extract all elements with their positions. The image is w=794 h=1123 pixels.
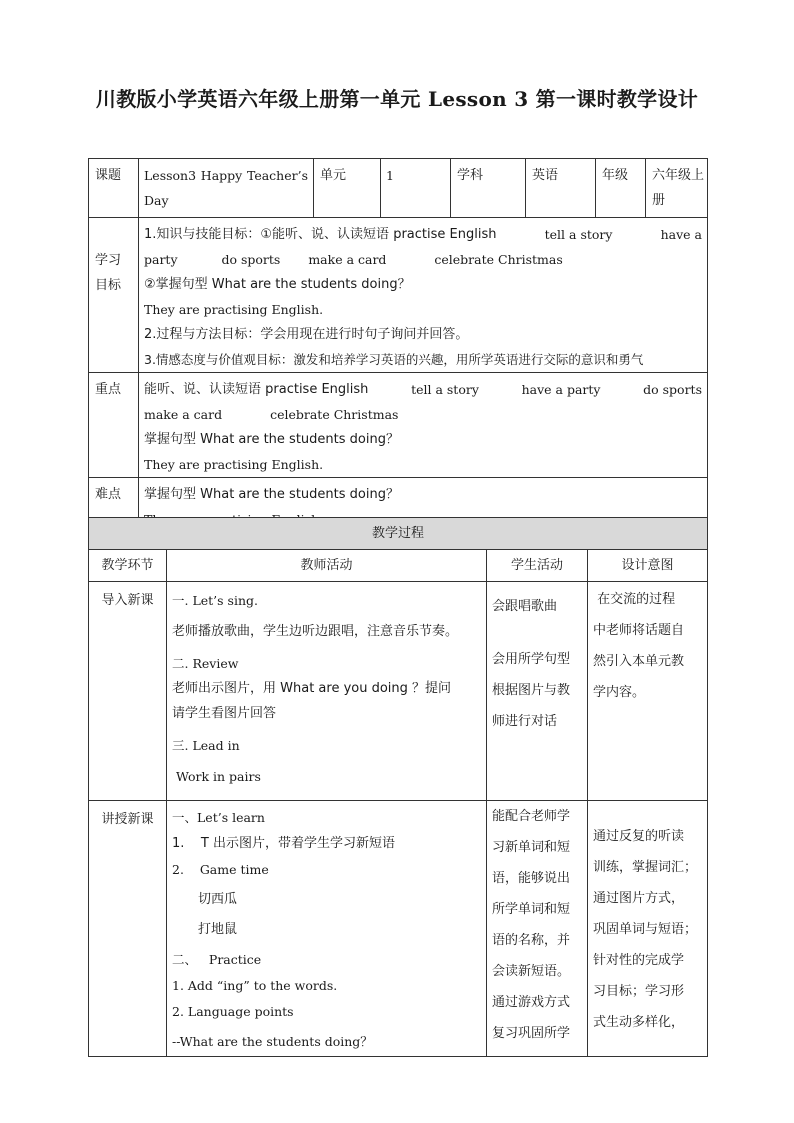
objective-line: 2.过程与方法目标：学会用现在进行时句子询问并回答。 <box>144 327 469 342</box>
grade-label: 年级 <box>596 159 646 218</box>
intent-line: 中老师将话题自 <box>593 623 685 638</box>
teacher-line: --What are the students doing？ <box>172 1034 373 1049</box>
column-header: 教学环节 <box>89 550 167 582</box>
student-activity <box>487 582 588 801</box>
objective-line: 1.知识与技能目标：①能听、说、认读短语 practise English <box>144 227 497 242</box>
key-point-line: 能听、说、认读短语 practise English <box>144 382 369 397</box>
objective-line: 3.情感态度与价值观目标：激发和培养学习英语的兴趣，用所学英语进行交际的意识和勇气 <box>144 352 644 367</box>
teacher-line: 三. Lead in <box>172 738 240 753</box>
grade-value: 六年级上册 <box>646 159 708 218</box>
student-line: 会跟唱歌曲 <box>492 599 558 614</box>
process-row-new-lesson <box>89 801 708 1057</box>
objective-line: They are practising English. <box>144 302 324 317</box>
teacher-line: 1. Add “ing” to the words. <box>172 978 338 993</box>
process-header: 教学过程 <box>89 518 708 550</box>
key-points-row <box>89 373 708 478</box>
teacher-line: 二、 Practice <box>172 952 262 967</box>
subject-value: 英语 <box>526 159 596 218</box>
unit-value: 1 <box>381 159 451 218</box>
key-point-phrase: make a card <box>144 407 223 422</box>
student-line: 会用所学句型 <box>492 652 571 667</box>
teacher-line: 老师出示图片，用 What are you doing ？提问 <box>172 681 452 696</box>
student-line: 所学单词和短 <box>492 902 571 917</box>
objectives-content <box>139 218 708 373</box>
key-points-label: 重点 <box>89 373 139 478</box>
teacher-line: 1. T 出示图片，带着学生学习新短语 <box>172 836 396 851</box>
student-line: 语，能够说出 <box>492 871 571 886</box>
key-point-phrase: tell a story <box>411 382 479 397</box>
stage-label: 讲授新课 <box>89 801 167 1057</box>
column-header: 教师活动 <box>167 550 487 582</box>
key-point-phrase: do sports <box>643 382 702 397</box>
student-line: 会读新短语。 <box>492 964 571 979</box>
key-point-phrase: have a party <box>521 382 601 397</box>
teacher-line: 一. Let’s sing. <box>172 593 258 608</box>
teacher-line: 2. Game time <box>172 862 269 877</box>
teacher-line: 切西瓜 <box>198 892 238 907</box>
document-title: 川教版小学英语六年级上册第一单元 Lesson 3 第一课时教学设计 <box>95 87 699 111</box>
objective-phrase: celebrate Christmas <box>434 252 563 267</box>
topic-label: 课题 <box>89 159 139 218</box>
teacher-line: 请学生看图片回答 <box>172 706 277 721</box>
student-line: 通过游戏方式 <box>492 995 571 1010</box>
student-line: 师进行对话 <box>492 714 558 729</box>
intent-line: 针对性的完成学 <box>593 953 685 968</box>
design-intent <box>588 801 708 1057</box>
stage-label: 导入新课 <box>89 582 167 801</box>
design-intent <box>588 582 708 801</box>
teacher-activity <box>167 801 487 1057</box>
intent-line: 式生动多样化， <box>593 1015 685 1030</box>
topic-value: Lesson3 Happy Teacher’s Day <box>139 159 314 218</box>
lesson-info-table <box>88 158 708 533</box>
student-activity <box>487 801 588 1057</box>
intent-line: 巩固单词与短语； <box>593 922 698 937</box>
student-line: 根据图片与教 <box>492 683 571 698</box>
teacher-line: 老师播放歌曲，学生边听边跟唱，注意音乐节奏。 <box>172 624 459 639</box>
objective-phrase: have a <box>660 227 702 242</box>
teaching-process-table <box>88 517 708 1057</box>
objective-phrase: make a card <box>308 252 387 267</box>
objective-phrase: party <box>144 252 178 267</box>
intent-line: 通过反复的听读 <box>593 829 685 844</box>
process-row-intro <box>89 582 708 801</box>
teacher-line: 打地鼠 <box>198 922 238 937</box>
column-header: 学生活动 <box>487 550 588 582</box>
intent-line: 学内容。 <box>593 685 646 700</box>
student-line: 能配合老师学 <box>492 809 571 824</box>
difficulties-label: 难点 <box>89 478 139 533</box>
student-line: 语的名称，并 <box>492 933 571 948</box>
key-point-phrase: celebrate Christmas <box>270 407 399 422</box>
intent-line: 然引入本单元教 <box>593 654 685 669</box>
key-point-line: 掌握句型 What are the students doing？ <box>144 432 399 447</box>
process-column-headers <box>89 550 708 582</box>
teacher-line: 一、Let’s learn <box>172 810 265 825</box>
column-header: 设计意图 <box>588 550 708 582</box>
unit-label: 单元 <box>314 159 381 218</box>
objective-phrase: tell a story <box>544 227 613 242</box>
intent-line: 习目标；学习形 <box>593 984 685 999</box>
student-line: 习新单词和短 <box>492 840 571 855</box>
info-row <box>89 159 708 218</box>
objective-phrase: do sports <box>221 252 281 267</box>
teacher-activity <box>167 582 487 801</box>
objectives-label: 学习目标 <box>89 218 139 373</box>
student-line: 复习巩固所学 <box>492 1026 571 1041</box>
objective-line: ②掌握句型 What are the students doing？ <box>144 277 411 292</box>
teacher-line: 2. Language points <box>172 1004 294 1019</box>
teacher-line: Work in pairs <box>172 769 261 784</box>
subject-label: 学科 <box>451 159 526 218</box>
difficulty-line: 掌握句型 What are the students doing？ <box>144 487 399 502</box>
key-points-content <box>139 373 708 478</box>
intent-line: 通过图片方式， <box>593 891 685 906</box>
intent-line: 训练，掌握词汇； <box>593 860 698 875</box>
intent-line: 在交流的过程 <box>593 592 676 607</box>
objectives-row <box>89 218 708 373</box>
teacher-line: 二. Review <box>172 656 239 671</box>
key-point-line: They are practising English. <box>144 457 324 472</box>
